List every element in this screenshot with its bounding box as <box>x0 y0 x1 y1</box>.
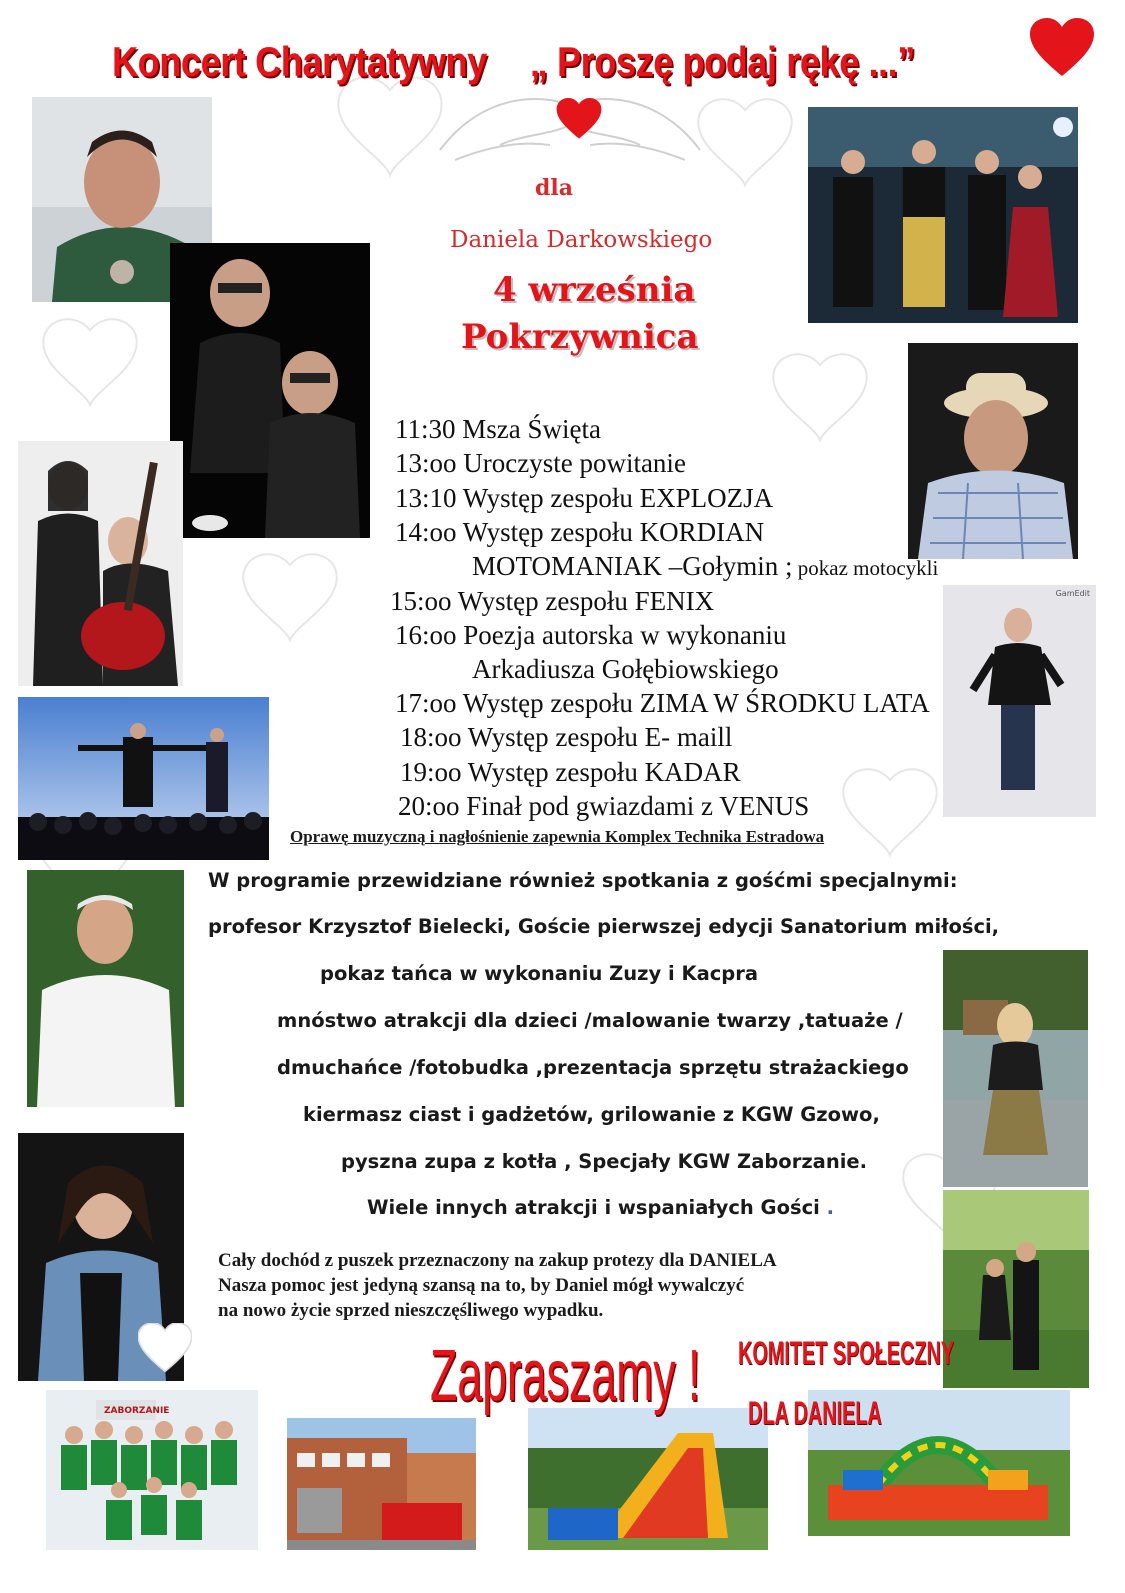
program-line: Wiele innych atrakcji i wspaniałych Gości . <box>367 1196 835 1219</box>
title-left: Koncert Charytatywny <box>112 38 487 85</box>
outline-heart-icon <box>843 769 936 855</box>
schedule-item: 15:oo Występ zespołu FENIX <box>390 586 715 616</box>
schedule-item: 19:oo Występ zespołu KADAR <box>400 757 741 787</box>
photo-duo-guitar <box>18 441 183 686</box>
donation-line: Cały dochód z puszek przeznaczony na zakup protezy dla DANIELA <box>218 1250 777 1271</box>
schedule-item: 17:oo Występ zespołu ZIMA W ŚRODKU LATA <box>395 688 930 718</box>
schedule-item: 13:oo Uroczyste powitanie <box>395 448 686 478</box>
program-line: dmuchańce /fotobudka ,prezentacja sprzętu strażackiego <box>277 1056 909 1079</box>
photo-duo-black <box>170 243 370 538</box>
program-trailing-dot: . <box>826 1196 835 1219</box>
photo-man-leather <box>943 585 1096 817</box>
photo-stage-concert <box>18 697 269 860</box>
outline-heart-icon <box>698 99 791 185</box>
sound-credits: Oprawę muzyczną i nagłośnienie zapewnia Komplex Technika Estradowa <box>290 827 825 846</box>
schedule-item: 11:30 Msza Święta <box>395 414 601 444</box>
outline-heart-icon <box>43 319 136 405</box>
dedication-name: Daniela Darkowskiego <box>450 227 713 253</box>
photo-tag-signature: GamEdit <box>1055 589 1090 598</box>
photo-professor <box>27 870 184 1107</box>
program-line: pokaz tańca w wykonaniu Zuzy i Kacpra <box>320 962 759 985</box>
donation-line: Nasza pomoc jest jedyną szansą na to, by Daniel mógł wywalczyć <box>218 1275 745 1296</box>
program-line: mnóstwo atrakcji dla dzieci /malowanie twarzy ,tatuaże / <box>277 1009 903 1032</box>
invite-heading: Zapraszamy ! <box>430 1336 701 1416</box>
heart-icon <box>556 98 602 140</box>
heart-icon <box>138 1323 192 1373</box>
photo-woman-outdoor <box>943 950 1088 1187</box>
title-right: „ Proszę podaj rękę ...” <box>529 38 915 85</box>
photo-inflatable-slide <box>528 1408 768 1550</box>
program-line: profesor Krzysztof Bielecki, Goście pierwszej edycji Sanatorium miłości, <box>208 915 1000 938</box>
schedule-item: 14:oo Występ zespołu KORDIAN <box>395 517 765 547</box>
poster-title <box>112 38 915 86</box>
heart-icon <box>1030 18 1094 78</box>
schedule-item-note: pokaz motocykli <box>792 556 939 580</box>
schedule-item: Arkadiusza Gołębiowskiego <box>472 654 779 684</box>
program-line: kiermasz ciast i gadżetów, grilowanie z KGW Gzowo, <box>303 1103 880 1126</box>
schedule-item: 13:10 Występ zespołu EXPLOZJA <box>395 483 774 513</box>
photo-dance-couple <box>943 1190 1089 1388</box>
photo-man-hat <box>908 343 1078 559</box>
outline-heart-icon <box>773 354 866 440</box>
schedule-item: 16:oo Poezja autorska w wykonaniu <box>395 620 787 650</box>
committee-line-2: DLA DANIELA <box>748 1395 882 1431</box>
photo-fire-station <box>287 1418 476 1550</box>
program-line: W programie przewidziane również spotkania z gośćmi specjalnymi: <box>208 869 958 892</box>
outline-heart-icon <box>243 554 336 640</box>
schedule-item: 20:oo Finał pod gwiazdami z VENUS <box>398 791 810 821</box>
photo-band-stage <box>808 107 1078 323</box>
dedication-for-label: dla <box>535 175 573 201</box>
committee-line-1: KOMITET SPOŁECZNY <box>738 1335 955 1371</box>
schedule-item: 18:oo Występ zespołu E- maill <box>400 722 733 752</box>
event-place: Pokrzywnica <box>461 317 699 357</box>
event-date: 4 września <box>493 270 696 310</box>
program-line: pyszna zupa z kotła , Specjały KGW Zaborzanie. <box>341 1150 868 1173</box>
outline-heart-icon <box>338 78 441 175</box>
photo-banner-zaborzanie: ZABORZANIE <box>104 1406 170 1416</box>
donation-line: na nowo życie sprzed nieszczęśliwego wypadku. <box>218 1300 604 1321</box>
photo-kgw-group <box>46 1390 258 1550</box>
schedule-item: MOTOMANIAK –Gołymin ; pokaz motocykli <box>472 551 939 581</box>
